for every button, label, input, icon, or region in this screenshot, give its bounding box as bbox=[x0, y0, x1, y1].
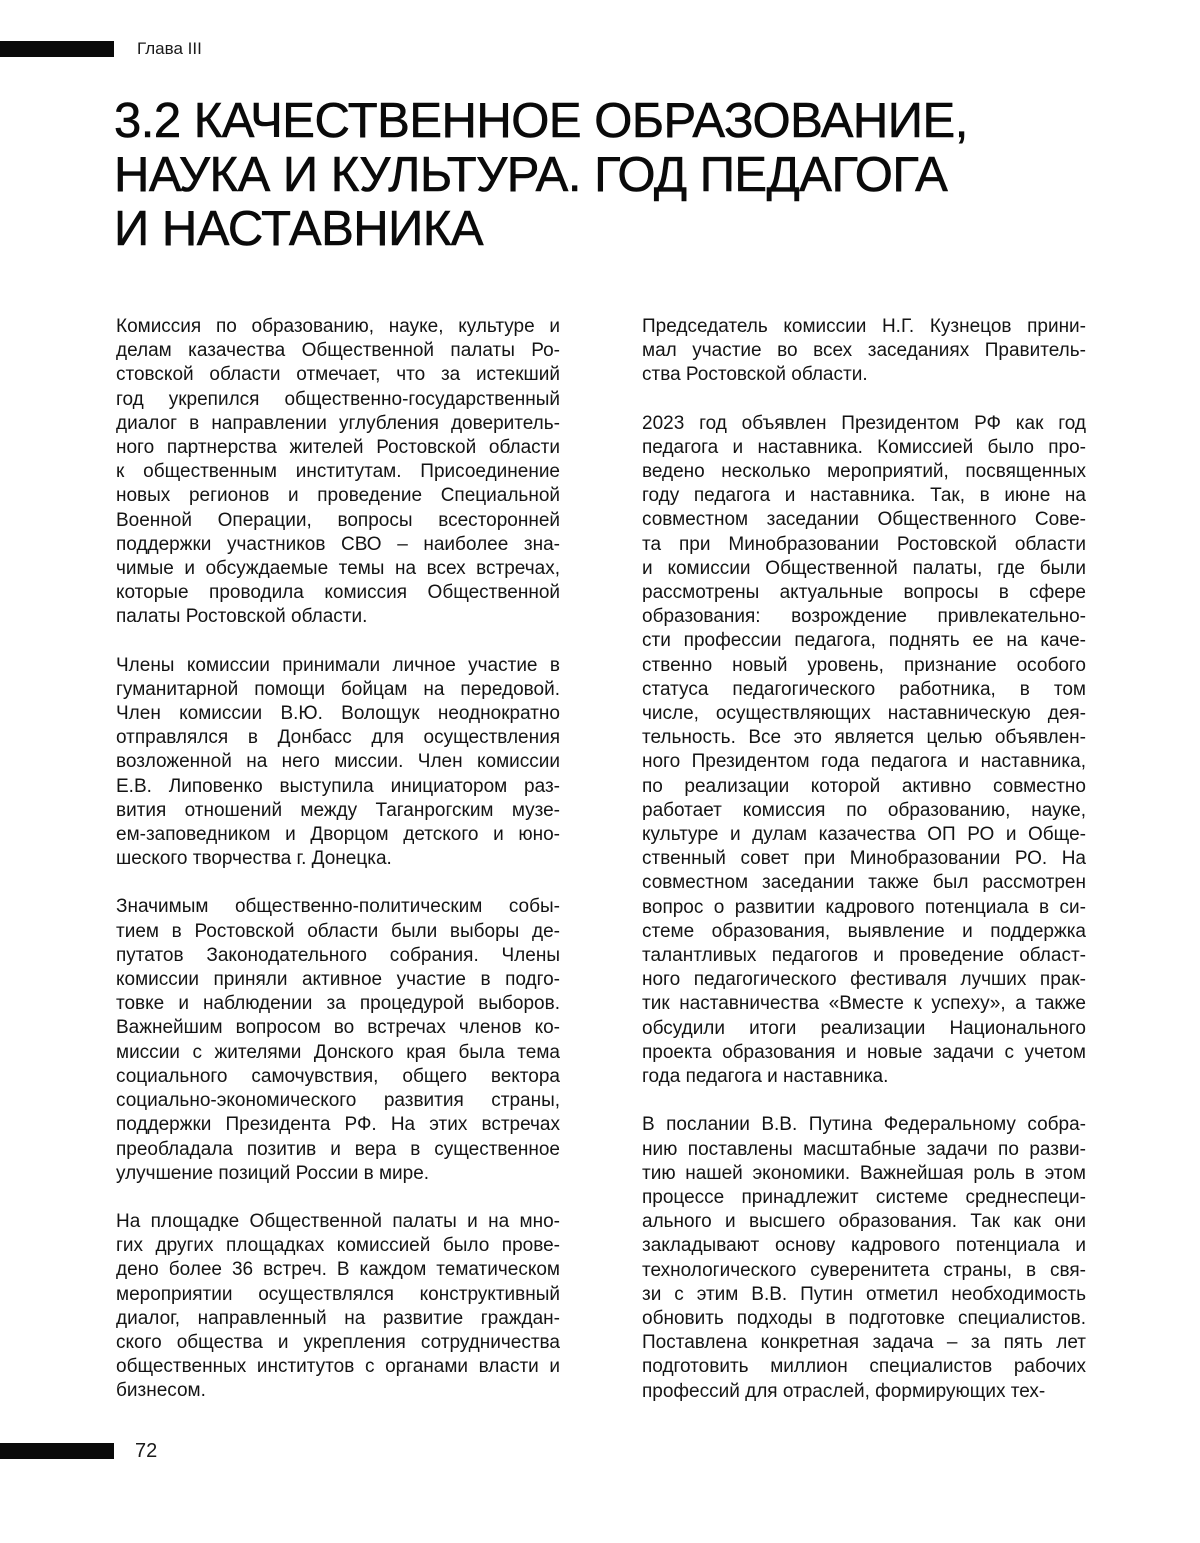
text-line: мал участие во всех заседаниях Правитель- bbox=[642, 340, 1086, 362]
text-line: делам казачества Общественной палаты Ро- bbox=[116, 340, 560, 362]
title-line: НАУКА И КУЛЬТУРА. ГОД ПЕДАГОГА bbox=[114, 148, 948, 202]
text-line: талантливых педагогов и проведение област- bbox=[642, 945, 1086, 967]
text-line: зи с этим В.В. Путин отметил необходимость bbox=[642, 1283, 1086, 1305]
text-line: ственный совет при Минобразовании РО. На bbox=[642, 848, 1086, 870]
text-line: Важнейшим вопросом во встречах членов ко- bbox=[116, 1017, 560, 1039]
footer-bar bbox=[0, 1443, 114, 1459]
text-line: технологического суверенитета страны, в свя- bbox=[642, 1259, 1086, 1281]
chapter-label: Глава III bbox=[137, 39, 202, 58]
text-line: диалог в направлении углубления доверитель- bbox=[116, 412, 560, 434]
section-title bbox=[114, 94, 968, 256]
text-line: На площадке Общественной палаты и на мно- bbox=[116, 1210, 560, 1232]
text-line: которые проводила комиссия Общественной bbox=[116, 582, 560, 604]
text-line: года педагога и наставника. bbox=[642, 1066, 889, 1088]
text-line: чимые и обсуждаемые темы на всех встречах, bbox=[116, 558, 560, 580]
text-line: ведено несколько мероприятий, посвященных bbox=[642, 461, 1086, 483]
text-line: Поставлена конкретная задача – за пять лет bbox=[642, 1332, 1086, 1354]
text-line: совместном заседании также был рассмотрен bbox=[642, 872, 1086, 894]
text-line: В послании В.В. Путина Федеральному собра- bbox=[642, 1114, 1086, 1136]
text-line: Председатель комиссии Н.Г. Кузнецов прини- bbox=[642, 316, 1086, 337]
text-line: социально-экономического развития страны, bbox=[116, 1090, 560, 1112]
text-line: ства Ростовской области. bbox=[642, 364, 868, 386]
text-line: вопрос о развитии кадрового потенциала в си- bbox=[642, 896, 1086, 918]
text-line: диалог, направленный на развитие граждан- bbox=[116, 1307, 560, 1329]
text-line: тик наставничества «Вместе к успеху», а также bbox=[642, 993, 1086, 1015]
text-line: стовской области отмечает, что за истекший bbox=[116, 364, 560, 386]
text-line: закладывают основу кадрового потенциала и bbox=[642, 1235, 1086, 1257]
text-line: ального и высшего образования. Так как они bbox=[642, 1211, 1086, 1233]
text-line: возложенной на него миссии. Член комиссии bbox=[116, 751, 560, 773]
text-line: образования: возрождение привлекательно- bbox=[642, 606, 1086, 628]
left-column bbox=[116, 315, 560, 1428]
paragraph bbox=[116, 315, 560, 630]
text-line: профессий для отраслей, формирующих тех- bbox=[642, 1380, 1046, 1402]
text-line: Члены комиссии принимали личное участие в bbox=[116, 654, 560, 676]
text-line: сти профессии педагога, поднять ее на каче- bbox=[642, 630, 1086, 652]
text-line: тию нашей экономики. Важнейшая роль в этом bbox=[642, 1162, 1086, 1184]
text-line: стеме образования, выявление и поддержка bbox=[642, 920, 1086, 942]
text-line: ного Президентом года педагога и наставника, bbox=[642, 751, 1086, 773]
text-line: комиссии приняли активное участие в подго- bbox=[116, 969, 560, 991]
text-line: тельность. Все это является целью объявлен- bbox=[642, 727, 1086, 749]
text-line: ем-заповедником и Дворцом детского и юно- bbox=[116, 824, 560, 846]
text-line: статуса педагогического работника, в том bbox=[642, 678, 1086, 700]
paragraph bbox=[116, 654, 560, 872]
text-line: числе, осуществляющих наставническую дея- bbox=[642, 703, 1086, 725]
text-line: тием в Ростовской области были выборы де- bbox=[116, 920, 560, 942]
text-line: путатов Законодательного собрания. Члены bbox=[116, 944, 560, 966]
paragraph bbox=[642, 412, 1086, 1090]
text-line: нию поставлены масштабные задачи по разви- bbox=[642, 1138, 1086, 1160]
text-line: преобладала позитив и вера в существенное bbox=[116, 1138, 560, 1160]
text-line: ственно новый уровень, признание особого bbox=[642, 654, 1086, 676]
text-line: совместном заседании Общественного Сове- bbox=[642, 509, 1086, 531]
text-line: отправлялся в Донбасс для осуществления bbox=[116, 727, 560, 749]
text-line: подготовить миллион специалистов рабочих bbox=[642, 1356, 1086, 1378]
text-line: шеского творчества г. Донецка. bbox=[116, 848, 392, 870]
text-line: та при Минобразовании Ростовской области bbox=[642, 533, 1086, 555]
paragraph bbox=[642, 315, 1086, 388]
text-line: общественных институтов с органами власти и bbox=[116, 1356, 560, 1378]
text-line: гих других площадках комиссией было прове- bbox=[116, 1235, 560, 1257]
text-line: ского общества и укрепления сотрудничества bbox=[116, 1331, 560, 1353]
text-line: Комиссия по образованию, науке, культуре и bbox=[116, 316, 560, 337]
header-bar bbox=[0, 41, 114, 57]
text-line: обсудили итоги реализации Национального bbox=[642, 1017, 1086, 1039]
right-column bbox=[642, 315, 1086, 1428]
text-line: ного педагогического фестиваля лучших прак- bbox=[642, 969, 1086, 991]
text-line: поддержки участников СВО – наиболее зна- bbox=[116, 533, 560, 555]
text-line: обновить подходы в подготовке специалистов. bbox=[642, 1307, 1086, 1329]
text-line: ного партнерства жителей Ростовской области bbox=[116, 437, 560, 459]
text-line: мероприятии осуществлялся конструктивный bbox=[116, 1283, 560, 1305]
text-line: Е.В. Липовенко выступила инициатором раз- bbox=[116, 775, 560, 797]
text-line: работает комиссия по образованию, науке, bbox=[642, 799, 1086, 821]
paragraph bbox=[116, 895, 560, 1185]
text-line: социального самочувствия, общего вектора bbox=[116, 1065, 560, 1087]
title-line: 3.2 КАЧЕСТВЕННОЕ ОБРАЗОВАНИЕ, bbox=[114, 94, 968, 148]
text-line: и комиссии Общественной палаты, где были bbox=[642, 557, 1086, 579]
title-line: И НАСТАВНИКА bbox=[114, 202, 484, 256]
text-line: год укрепился общественно-государственный bbox=[116, 388, 560, 410]
text-line: по реализации которой активно совместно bbox=[642, 775, 1086, 797]
text-line: культуре и дулам казачества ОП РО и Обще- bbox=[642, 824, 1086, 846]
page-number: 72 bbox=[135, 1440, 158, 1462]
paragraph bbox=[116, 1210, 560, 1404]
text-line: дено более 36 встреч. В каждом тематическом bbox=[116, 1259, 560, 1281]
text-line: к общественным институтам. Присоединение bbox=[116, 461, 560, 483]
text-line: педагога и наставника. Комиссией было про- bbox=[642, 436, 1086, 458]
text-line: бизнесом. bbox=[116, 1380, 206, 1402]
text-line: процессе принадлежит системе среднеспеци- bbox=[642, 1186, 1086, 1208]
text-line: новых регионов и проведение Специальной bbox=[116, 485, 560, 507]
text-line: Значимым общественно-политическим собы- bbox=[116, 896, 560, 918]
text-line: Член комиссии В.Ю. Волощук неоднократно bbox=[116, 703, 560, 725]
paragraph bbox=[642, 1113, 1086, 1403]
text-line: миссии с жителями Донского края была тема bbox=[116, 1041, 560, 1063]
text-line: проекта образования и новые задачи с учетом bbox=[642, 1041, 1086, 1063]
text-line: товке и наблюдении за процедурой выборов. bbox=[116, 993, 560, 1015]
text-line: Военной Операции, вопросы всесторонней bbox=[116, 509, 560, 531]
text-line: рассмотрены актуальные вопросы в сфере bbox=[642, 582, 1086, 604]
text-line: палаты Ростовской области. bbox=[116, 606, 368, 628]
text-line: улучшение позиций России в мире. bbox=[116, 1162, 430, 1184]
text-line: году педагога и наставника. Так, в июне на bbox=[642, 485, 1086, 507]
text-line: 2023 год объявлен Президентом РФ как год bbox=[642, 412, 1086, 434]
text-line: вития отношений между Таганрогским музе- bbox=[116, 799, 560, 821]
text-line: поддержки Президента РФ. На этих встречах bbox=[116, 1114, 560, 1136]
text-line: гуманитарной помощи бойцам на передовой. bbox=[116, 678, 560, 700]
